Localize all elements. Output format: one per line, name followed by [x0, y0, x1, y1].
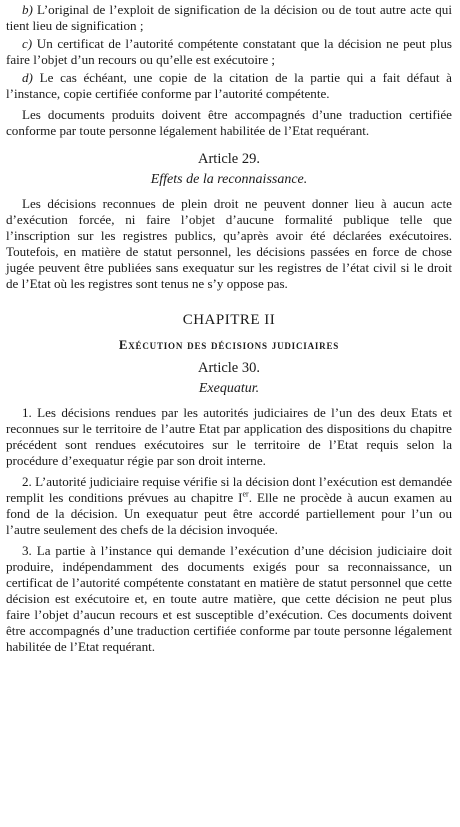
- article-30-paragraph-1: 1. Les décisions rendues par les autorités judiciaires de l’un des deux Etats et reconnues sur le territoire de l’autre Etat par application des dispositions du chapitre précédent sont rendues exécutoires sur le territoire de l’Etat requis selon la procédure d’exequatur régie par son droit interne.: [6, 405, 452, 468]
- article-30-p2-start: 2. L’autorité judiciaire requise vérifie si la décision dont l’exécution est demandée remplit les conditions prévues au chapitre I: [6, 474, 453, 505]
- article-30-paragraph-3: 3. La partie à l’instance qui demande l’exécution d’une décision judiciaire doit produire, indépendamment des documents exigés pour sa reconnaissance, un certificat de l’autorité compétente constatant en matière de statut personnel que cette décision est exécutoire et, en toute autre matière, que cette décision ne peut plus faire l’objet d’aucun recours et est susceptible d’exécution. Ces documents doivent être accompagnés d’une traduction certifiée conforme par toute personne légalement habilitée de l’Etat requérant.: [6, 543, 452, 654]
- item-c-text: Un certificat de l’autorité compétente constatant que la décision ne peut plus faire l’objet d’un recours ou qu’elle est exécutoire ;: [6, 36, 453, 67]
- chapter-subtitle: Exécution des décisions judiciaires: [118, 338, 340, 352]
- item-d-label: d): [22, 70, 33, 85]
- article-29-text: Les décisions reconnues de plein droit ne peuvent donner lieu à aucun acte d’exécution forcée, ni faire l’objet d’aucune formalité publique telle que l’inscription sur les registres publics, qu’après avoir été déclarées exécutoires. Toutefois, en matière de statut personnel, les décisions passées en force de chose jugée peuvent être publiées sans exequatur sur les registres de l’état civil si le droit de l’Etat où les registres sont tenus ne s’y oppose pas.: [6, 196, 452, 291]
- article-30-p2-superscript: er: [242, 489, 249, 499]
- article-30-title: Article 30.: [197, 360, 260, 376]
- article-29-subtitle: Effets de la reconnaissance.: [150, 172, 308, 187]
- article-29-title: Article 29.: [197, 151, 260, 167]
- article-30-subtitle: Exequatur.: [198, 381, 260, 396]
- item-d-text: Le cas échéant, une copie de la citation de la partie qui a fait défaut à l’instance, copie certifiée conforme par l’autorité compétente.: [6, 70, 452, 101]
- documents-paragraph: Les documents produits doivent être accompagnés d’une traduction certifiée conforme par toute personne légalement habilitée de l’Etat requérant.: [6, 107, 452, 138]
- item-d: [6, 70, 452, 102]
- item-b-label: b): [22, 2, 33, 17]
- item-c-label: c): [22, 36, 33, 51]
- chapter-title: CHAPITRE II: [182, 312, 276, 328]
- item-b: [6, 2, 452, 34]
- item-c: [6, 36, 452, 68]
- item-b-text: L’original de l’exploit de signification de la décision ou de tout autre acte qui tient lieu de signification ;: [6, 2, 452, 33]
- article-30-p2-end: . Elle ne procède à aucun examen au fond de la décision. Un exequatur peut être accordé partiellement pour l’un ou l’autre seulement des chefs de la décision invoquée.: [6, 490, 452, 537]
- article-30-paragraph-2: [6, 474, 452, 538]
